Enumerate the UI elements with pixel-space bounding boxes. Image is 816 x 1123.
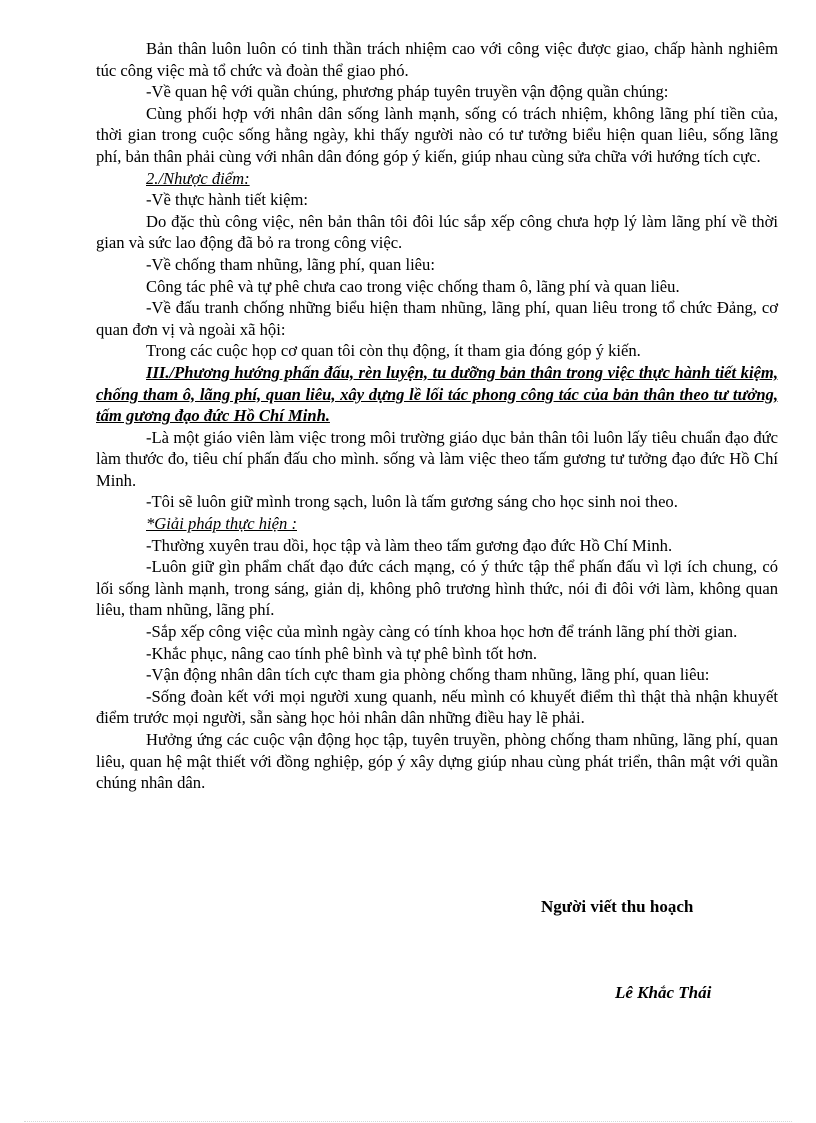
paragraph: Công tác phê và tự phê chưa cao trong việc chống tham ô, lãng phí và quan liêu. [146, 276, 680, 296]
paragraph: -Luôn giữ gìn phẩm chất đạo đức cách mạng, có ý thức tập thể phấn đấu vì lợi ích chung, có lối sống lành mạnh, trong sáng, giản dị, không phô trương hình thức, nói đi đôi với làm, không quan liêu, tham nhũng, lãng phí. [96, 557, 778, 620]
page-bottom-divider [24, 1121, 792, 1122]
signature-label: Người viết thu hoạch [541, 897, 694, 916]
paragraph: Bản thân luôn luôn có tinh thần trách nhiệm cao với công việc được giao, chấp hành nghiêm túc công việc mà tổ chức và đoàn thể giao phó. [96, 39, 778, 80]
paragraph: -Về quan hệ với quần chúng, phương pháp tuyên truyền vận động quần chúng: [146, 82, 669, 102]
subheading-text: *Giải pháp thực hiện : [146, 514, 297, 534]
paragraph: Cùng phối hợp với nhân dân sống lành mạnh, sống có trách nhiệm, không lãng phí tiền của, thời gian trong cuộc sống hằng ngày, khi thấy người nào có tư tưởng biểu hiện quan liêu, sống lãng phí, bản thân phải cùng với nhân dân đóng góp ý kiến, giúp nhau cùng sửa chữa với hướng tích cực. [96, 103, 778, 166]
section-heading-iii: III./Phương hướng phấn đấu, rèn luyện, tu dưỡng bản thân trong việc thực hành tiết kiệm, chống tham ô, lãng phí, quan liêu, xây dựng lề lối tác phong công tác của bản thân theo tư tưởng, tấm gương đạo đức Hồ Chí Minh. [96, 362, 778, 426]
paragraph: -Về chống tham nhũng, lãng phí, quan liêu: [146, 254, 435, 274]
paragraph: -Sống đoàn kết với mọi người xung quanh, nếu mình có khuyết điểm thì thật thà nhận khuyết điểm trước mọi người, sẵn sàng học hỏi nhân dân những điều hay lẽ phải. [96, 686, 778, 728]
subheading-text: 2./Nhược điểm: [146, 168, 250, 188]
paragraph: -Về thực hành tiết kiệm: [146, 190, 308, 210]
document-body [96, 38, 778, 794]
paragraph: -Là một giáo viên làm việc trong môi trường giáo dục bản thân tôi luôn lấy tiêu chuẩn đạo đức làm thước đo, tiêu chí phấn đấu cho mình. sống và làm việc theo tấm gương tư tưởng đạo đức Hồ Chí Minh. [96, 427, 778, 490]
paragraph: Hưởng ứng các cuộc vận động học tập, tuyên truyền, phòng chống tham nhũng, lãng phí, quan liêu, quan hệ mật thiết với đồng nghiệp, góp ý xây dựng giúp nhau cùng phát triển, thân mật với quần chúng nhân dân. [96, 730, 778, 793]
paragraph: -Về đấu tranh chống những biểu hiện tham nhũng, lãng phí, quan liêu trong tổ chức Đảng, cơ quan đơn vị và ngoài xã hội: [96, 298, 778, 339]
paragraph: -Tôi sẽ luôn giữ mình trong sạch, luôn là tấm gương sáng cho học sinh noi theo. [146, 492, 678, 512]
subheading-weaknesses [96, 168, 778, 190]
paragraph: -Sắp xếp công việc của mình ngày càng có tính khoa học hơn để tránh lãng phí thời gian. [146, 622, 738, 642]
paragraph: Trong các cuộc họp cơ quan tôi còn thụ động, ít tham gia đóng góp ý kiến. [146, 341, 641, 361]
paragraph: -Thường xuyên trau dồi, học tập và làm theo tấm gương đạo đức Hồ Chí Minh. [146, 535, 673, 555]
signature-name: Lê Khắc Thái [615, 983, 712, 1002]
paragraph: -Vận động nhân dân tích cực tham gia phòng chống tham nhũng, lãng phí, quan liêu: [146, 665, 710, 685]
paragraph: -Khắc phục, nâng cao tính phê bình và tự phê bình tốt hơn. [146, 643, 538, 663]
subheading-solutions [96, 513, 778, 535]
paragraph: Do đặc thù công việc, nên bản thân tôi đôi lúc sắp xếp công chưa hợp lý làm lãng phí về thời gian và sức lao động đã bỏ ra trong công việc. [96, 211, 778, 253]
